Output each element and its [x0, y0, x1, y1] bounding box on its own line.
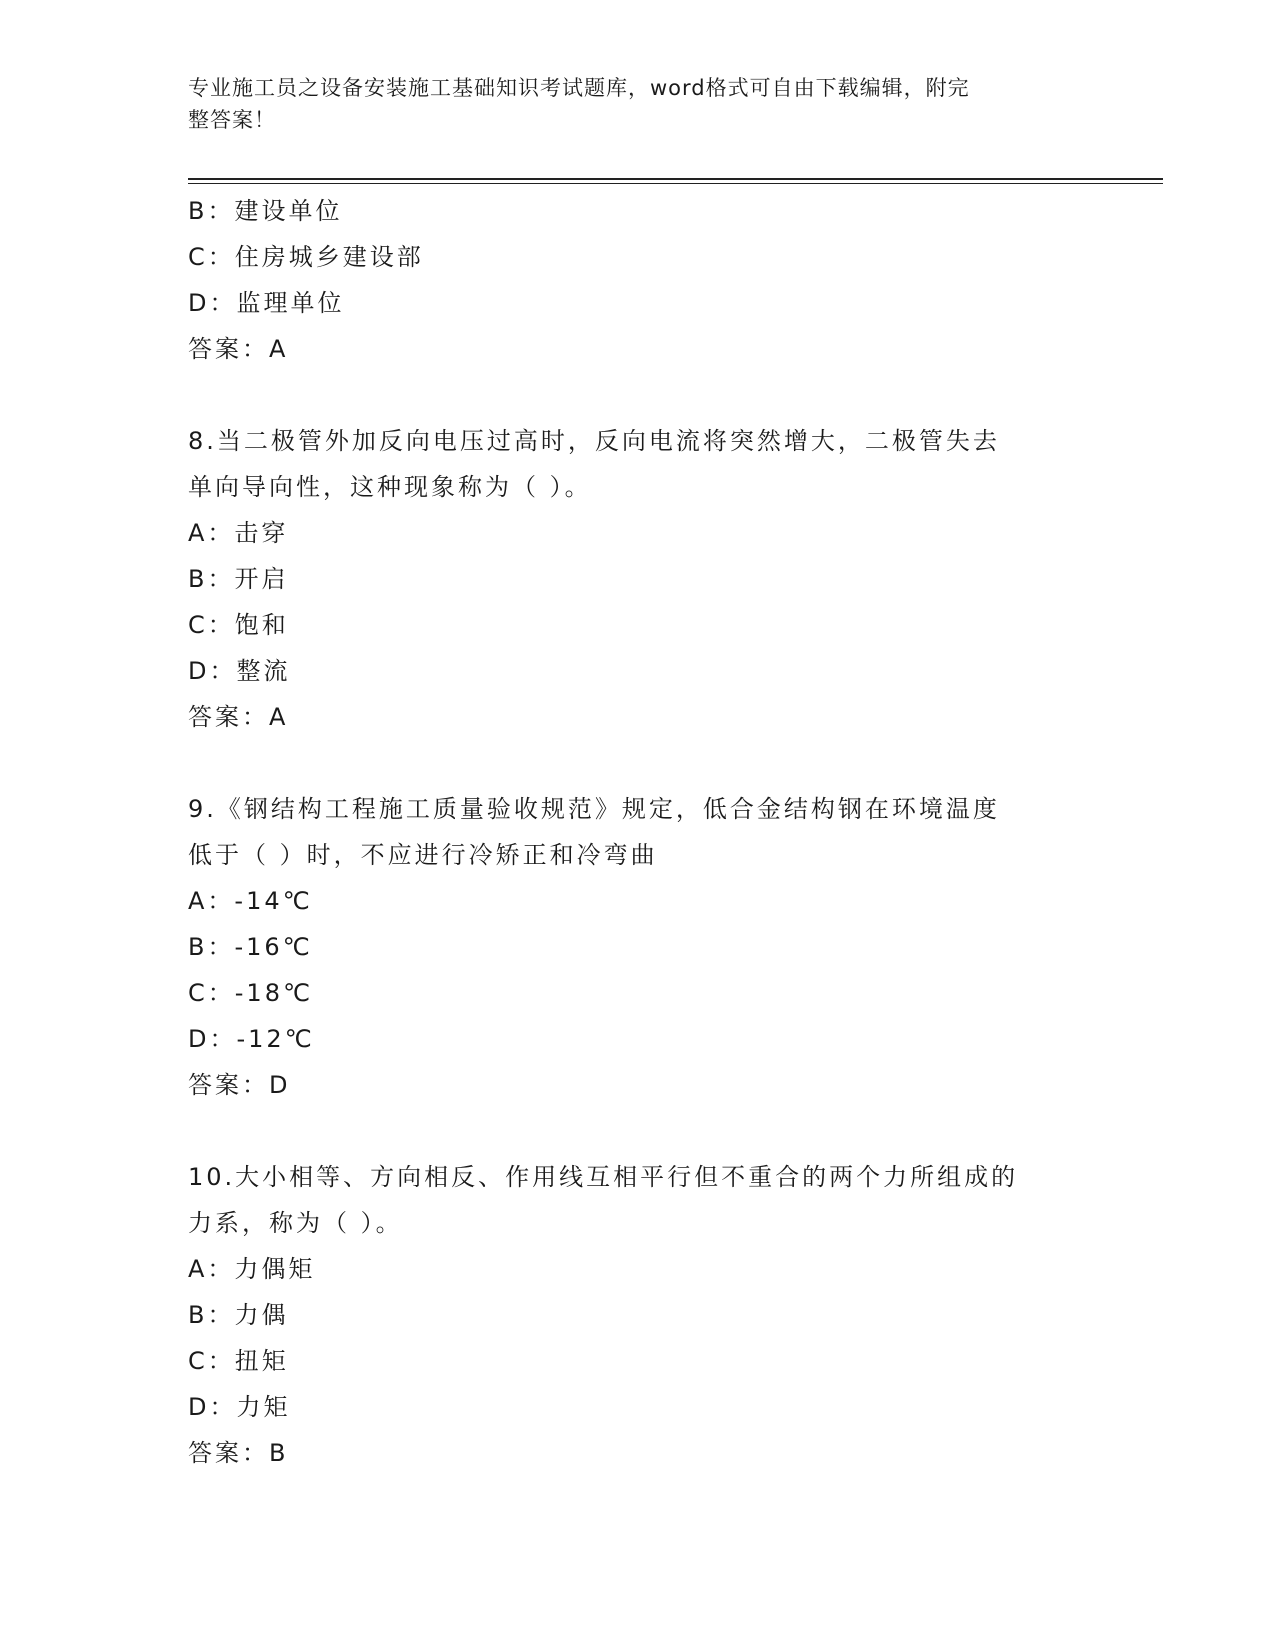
option-letter: C： — [188, 611, 235, 639]
answer-line: 答案：A — [188, 703, 289, 731]
header-line-2: 整答案！ — [188, 108, 276, 132]
option-letter: C： — [188, 243, 235, 271]
option-b — [188, 188, 1088, 234]
option-b — [188, 1292, 1088, 1338]
option-c — [188, 234, 1088, 280]
question-text-line-2: 低于（ ）时，不应进行冷矫正和冷弯曲 — [188, 841, 658, 869]
option-text: 力偶 — [234, 1301, 289, 1329]
question-text-line-2: 单向导向性，这种现象称为（ ）。 — [188, 473, 592, 501]
option-d — [188, 648, 1088, 694]
option-text: 开启 — [234, 565, 289, 593]
option-text: 力矩 — [236, 1393, 291, 1421]
option-text: -14℃ — [234, 887, 313, 915]
answer-line: 答案：B — [188, 1439, 289, 1467]
answer-line: 答案：A — [188, 335, 289, 363]
option-a — [188, 878, 1088, 924]
option-a — [188, 510, 1088, 556]
option-text: -16℃ — [234, 933, 313, 961]
header-line-1: 专业施工员之设备安装施工基础知识考试题库，word格式可自由下载编辑，附完 — [188, 76, 970, 100]
question-10 — [188, 1154, 1088, 1476]
option-letter: D： — [188, 1025, 237, 1053]
spacer — [188, 372, 1088, 418]
option-letter: C： — [188, 979, 235, 1007]
answer-line: 答案：D — [188, 1071, 291, 1099]
option-letter: B： — [188, 197, 235, 225]
option-d — [188, 1384, 1088, 1430]
option-letter: D： — [188, 1393, 237, 1421]
question-8 — [188, 418, 1088, 740]
option-c — [188, 970, 1088, 1016]
option-letter: C： — [188, 1347, 235, 1375]
option-letter: A： — [188, 519, 235, 547]
option-a — [188, 1246, 1088, 1292]
option-d — [188, 280, 1088, 326]
option-b — [188, 924, 1088, 970]
option-text: 监理单位 — [236, 289, 345, 317]
option-letter: B： — [188, 1301, 235, 1329]
option-letter: D： — [188, 289, 237, 317]
question-text-line-2: 力系，称为（ ）。 — [188, 1209, 403, 1237]
option-text: -12℃ — [236, 1025, 315, 1053]
option-c — [188, 602, 1088, 648]
option-text: 饱和 — [234, 611, 289, 639]
question-7-tail — [188, 188, 1088, 372]
option-letter: B： — [188, 933, 235, 961]
spacer — [188, 740, 1088, 786]
header-divider-thick — [188, 178, 1163, 180]
page-header — [188, 72, 1068, 136]
option-letter: A： — [188, 1255, 235, 1283]
option-letter: D： — [188, 657, 237, 685]
option-text: 力偶矩 — [234, 1255, 316, 1283]
option-text: 击穿 — [234, 519, 289, 547]
option-text: -18℃ — [234, 979, 313, 1007]
question-text-line-1: 9.《钢结构工程施工质量验收规范》规定，低合金结构钢在环境温度 — [188, 795, 1000, 823]
spacer — [188, 1108, 1088, 1154]
question-text-line-1: 10.大小相等、方向相反、作用线互相平行但不重合的两个力所组成的 — [188, 1163, 1019, 1191]
option-letter: B： — [188, 565, 235, 593]
option-text: 建设单位 — [234, 197, 343, 225]
option-c — [188, 1338, 1088, 1384]
question-content — [188, 188, 1088, 1476]
option-d — [188, 1016, 1088, 1062]
header-divider-thin — [188, 183, 1163, 184]
option-text: 住房城乡建设部 — [234, 243, 424, 271]
option-b — [188, 556, 1088, 602]
option-letter: A： — [188, 887, 235, 915]
option-text: 扭矩 — [234, 1347, 289, 1375]
question-text-line-1: 8.当二极管外加反向电压过高时，反向电流将突然增大，二极管失去 — [188, 427, 1000, 455]
question-9 — [188, 786, 1088, 1108]
option-text: 整流 — [236, 657, 291, 685]
